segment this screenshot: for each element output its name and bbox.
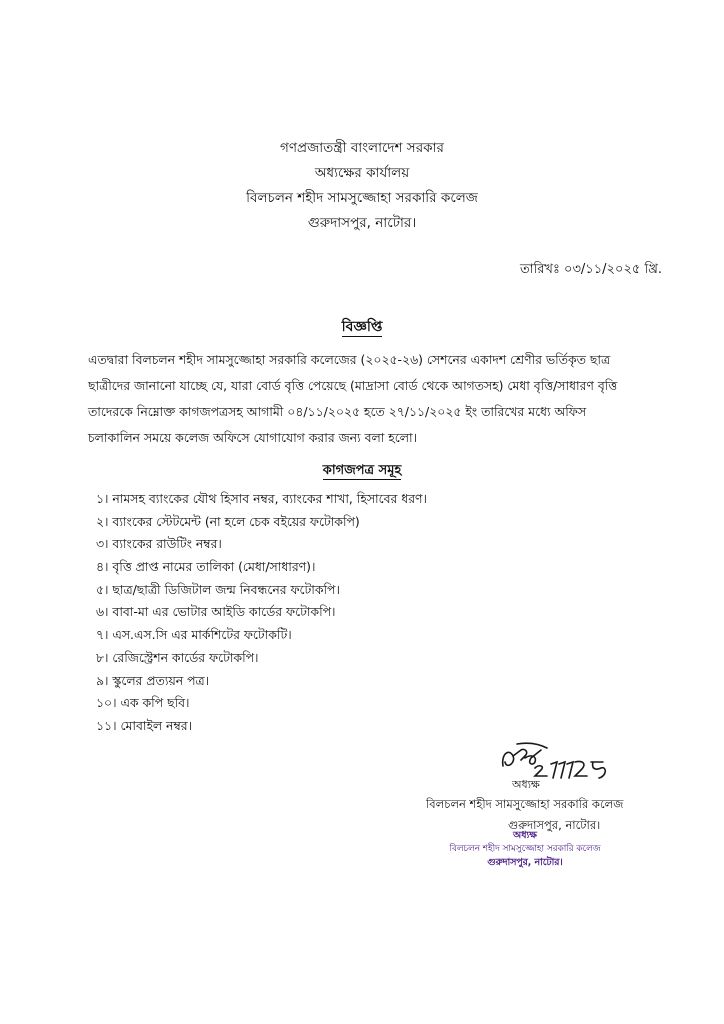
list-item: ৫। ছাত্র/ছাত্রী ডিজিটাল জন্ম নিবন্ধনের ফটোকপি।	[96, 581, 340, 597]
notice-date: তারিখঃ ০৩/১১/২০২৫ খ্রি.	[520, 262, 662, 277]
official-stamp	[420, 829, 630, 870]
signatory-college: বিলচলন শহীদ সামসুজ্জোহা সরকারি কলেজ	[426, 797, 624, 811]
stamp-college: বিলচলন শহীদ সামসুজ্জোহা সরকারি কলেজ	[449, 844, 601, 855]
body-line: চলাকালিন সময়ে কলেজ অফিসে যোগাযোগ করার জন্য বলা হলো।	[88, 430, 417, 445]
body-line: এতদ্বারা বিলচলন শহীদ সামসুজ্জোহা সরকারি কলেজের (২০২৫-২৬) সেশনের একাদশ শ্রেণীর ভর্তিকৃত ছাত্র	[88, 352, 611, 367]
list-item: ৪। বৃত্তি প্রাপ্ত নামের তালিকা (মেধা/সাধারণ)।	[96, 559, 316, 575]
stamp-role: অধ্যক্ষ	[512, 830, 537, 841]
documents-list	[96, 491, 427, 741]
signatory-place: গুরুদাসপুর, নাটোর।	[508, 818, 601, 832]
body-line: তাদেরকে নিম্নোক্ত কাগজপত্রসহ আগামী ০৪/১১/২০২৫ হতে ২৭/১১/২০২৫ ইং তারিখের মধ্যে অফিস	[88, 404, 587, 419]
body-line: ছাত্রীদের জানানো যাচ্ছে যে, যারা বোর্ড বৃত্তি পেয়েছে (মাদ্রাসা বোর্ড থেকে আগতসহ) মেধা বৃত্তি/সাধারণ বৃত্তি	[88, 378, 618, 393]
list-item: ৬। বাবা-মা এর ভোটার আইডি কার্ডের ফটোকপি।	[96, 604, 336, 620]
list-item: ১। নামসহ ব্যাংকের যৌথ হিসাব নম্বর, ব্যাংকের শাখা, হিসাবের ধরণ।	[96, 491, 427, 506]
notice-title	[0, 315, 724, 339]
list-item: ১০। এক কপি ছবি।	[96, 695, 190, 711]
govt-title: গণপ্রজাতন্ত্রী বাংলাদেশ সরকার	[280, 140, 444, 156]
list-item: ৮। রেজিস্ট্রেশন কার্ডের ফটোকপি।	[96, 649, 259, 665]
notice-title-text: বিজ্ঞপ্তি	[341, 319, 383, 335]
list-item: ৩। ব্যাংকের রাউটিং নম্বর।	[96, 536, 222, 552]
list-item: ২। ব্যাংকের স্টেটমেন্ট (না হলে চেক বইয়ের ফটোকপি)	[96, 513, 360, 529]
signatory-role: অধ্যক্ষ	[512, 778, 540, 791]
list-item: ১১। মোবাইল নম্বর।	[96, 717, 192, 733]
documents-heading-text: কাগজপত্র সমূহ	[322, 463, 402, 478]
college-name: বিলচলন শহীদ সামসুজ্জোহা সরকারি কলেজ	[246, 190, 478, 206]
list-item: ৭। এস.এস.সি এর মার্কশিটের ফটোকটি।	[96, 627, 292, 643]
stamp-place: গুরুদাসপুর, নাটোর।	[487, 857, 563, 869]
documents-heading	[0, 461, 724, 482]
college-location: গুরুদাসপুর, নাটোর।	[307, 215, 417, 231]
list-item: ৯। স্কুলের প্রত্যয়ন পত্র।	[96, 672, 210, 688]
office-title: অধ্যক্ষের কার্যালয়	[314, 165, 410, 181]
